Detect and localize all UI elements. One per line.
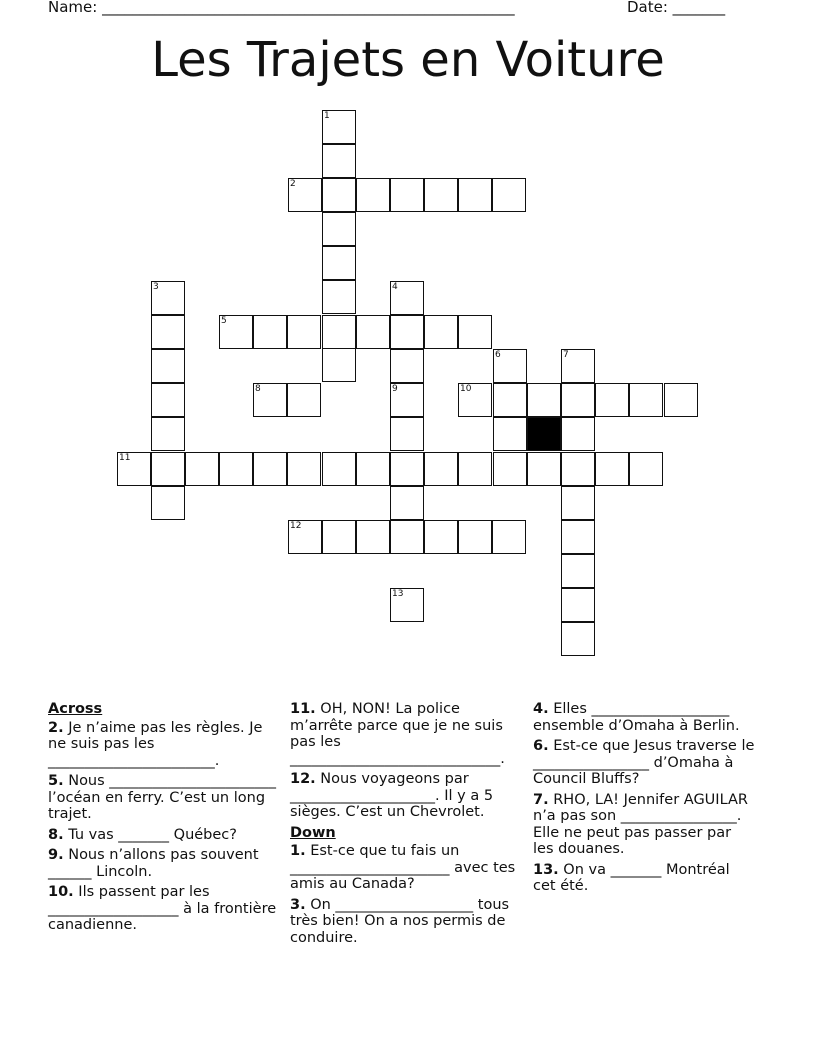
clue-text: Elles ___________________ ensemble d’Omaha à Berlin. <box>533 701 740 734</box>
clue-number-label: 8. <box>48 826 64 843</box>
clue-text: Est-ce que tu fais un ______________________ avec tes amis au Canada? <box>290 843 516 892</box>
grid-cell[interactable] <box>356 520 390 554</box>
clue-number: 2 <box>290 179 296 189</box>
grid-cell[interactable] <box>356 178 390 212</box>
grid-cell[interactable] <box>458 315 492 349</box>
clue-across-11 <box>290 701 522 767</box>
clue-number: 8 <box>255 384 261 394</box>
clue-text: Ils passent par les __________________ à la frontière canadienne. <box>48 884 277 933</box>
grid-cell[interactable] <box>287 383 321 417</box>
grid-cell[interactable] <box>492 178 526 212</box>
grid-cell[interactable] <box>390 520 424 554</box>
clue-number: 1 <box>324 111 330 121</box>
grid-cell[interactable] <box>322 315 356 349</box>
grid-cell[interactable] <box>595 452 629 486</box>
grid-cell[interactable] <box>288 520 322 554</box>
clue-number-label: 13. <box>533 861 559 878</box>
grid-cell[interactable] <box>151 349 185 383</box>
clue-number-label: 10. <box>48 884 74 900</box>
grid-cell[interactable] <box>151 486 185 520</box>
grid-cell[interactable] <box>390 588 424 622</box>
grid-cell[interactable] <box>458 520 492 554</box>
clue-text: Est-ce que Jesus traverse le ________________ d’Omaha à Council Bluffs? <box>533 738 755 787</box>
grid-cell[interactable] <box>493 452 527 486</box>
date-field[interactable]: Date: _______ <box>627 0 726 16</box>
grid-cell[interactable] <box>322 452 356 486</box>
grid-cell[interactable] <box>390 452 424 486</box>
grid-cell[interactable] <box>561 486 595 520</box>
clue-number-label: 2. <box>48 719 64 736</box>
grid-cell[interactable] <box>493 383 527 417</box>
grid-cell[interactable] <box>561 622 595 656</box>
grid-cell[interactable] <box>527 383 561 417</box>
grid-cell[interactable] <box>561 349 595 383</box>
grid-cell[interactable] <box>117 452 151 486</box>
grid-cell[interactable] <box>629 383 663 417</box>
clue-down-6 <box>533 738 755 788</box>
grid-cell[interactable] <box>287 315 321 349</box>
grid-cell[interactable] <box>322 246 356 280</box>
grid-cell[interactable] <box>390 178 424 212</box>
grid-cell[interactable] <box>151 281 185 315</box>
clue-text: OH, NON! La police m’arrête parce que je ne suis pas les _____________________________. <box>290 701 505 767</box>
grid-cell[interactable] <box>424 178 458 212</box>
grid-cell[interactable] <box>219 452 253 486</box>
clue-across-10 <box>48 884 284 934</box>
clues-column-3 <box>533 701 755 899</box>
grid-cell[interactable] <box>561 554 595 588</box>
grid-cell[interactable] <box>458 178 492 212</box>
grid-cell[interactable] <box>390 417 424 451</box>
clue-number: 3 <box>153 282 159 292</box>
name-field[interactable]: Name: _______________________________________________________ <box>48 0 515 16</box>
grid-cell[interactable] <box>390 281 424 315</box>
clue-number: 13 <box>392 589 404 599</box>
clue-number-label: 1. <box>290 843 306 859</box>
grid-cell[interactable] <box>527 452 561 486</box>
grid-cell[interactable] <box>253 452 287 486</box>
grid-cell[interactable] <box>185 452 219 486</box>
grid-cell[interactable] <box>219 315 253 349</box>
across-clues <box>48 701 284 938</box>
grid-cell[interactable] <box>424 520 458 554</box>
clue-down-4 <box>533 701 755 734</box>
page-title: Les Trajets en Voiture <box>151 32 665 88</box>
clue-down-7 <box>533 792 755 858</box>
grid-cell[interactable] <box>151 383 185 417</box>
clue-across-5 <box>48 773 284 823</box>
clue-across-2 <box>48 720 284 770</box>
clue-number: 6 <box>495 350 501 360</box>
clue-number: 9 <box>392 384 398 394</box>
clue-number: 10 <box>460 384 472 394</box>
grid-cell[interactable] <box>458 452 492 486</box>
clue-number-label: 4. <box>533 701 549 717</box>
clue-number: 4 <box>392 282 398 292</box>
grid-cell[interactable] <box>322 178 356 212</box>
grid-cell[interactable] <box>253 383 287 417</box>
clue-number: 7 <box>563 350 569 360</box>
grid-cell[interactable] <box>151 452 185 486</box>
grid-cell[interactable] <box>322 212 356 246</box>
clue-number: 11 <box>119 453 131 463</box>
grid-cell[interactable] <box>390 315 424 349</box>
clue-text: RHO, LA! Jennifer AGUILAR n’a pas son ________________. Elle ne peut pas passer par les douanes. <box>533 791 748 857</box>
grid-cell[interactable] <box>390 486 424 520</box>
grid-cell[interactable] <box>322 348 356 382</box>
clue-text: Nous n’allons pas souvent ______ Lincoln. <box>48 847 259 880</box>
clues-column-2 <box>290 701 522 950</box>
clue-number: 5 <box>221 316 227 326</box>
grid-cell[interactable] <box>356 315 390 349</box>
clue-number-label: 9. <box>48 847 64 863</box>
grid-cell[interactable] <box>561 417 595 451</box>
clue-text: Je n’aime pas les règles. Je ne suis pas les _______________________. <box>48 719 263 769</box>
clue-number-label: 3. <box>290 896 306 913</box>
grid-cell[interactable] <box>390 383 424 417</box>
grid-cell[interactable] <box>493 417 527 451</box>
clue-number-label: 7. <box>533 791 549 808</box>
grid-cell[interactable] <box>151 315 185 349</box>
clue-down-1 <box>290 843 522 893</box>
grid-cell[interactable] <box>493 349 527 383</box>
clue-number-label: 5. <box>48 773 64 789</box>
grid-cell[interactable] <box>595 383 629 417</box>
across-heading: Across <box>48 701 103 717</box>
grid-cell[interactable] <box>664 383 698 417</box>
clue-across-12 <box>290 771 522 821</box>
grid-cell[interactable] <box>322 110 356 144</box>
grid-cell[interactable] <box>629 452 663 486</box>
grid-cell[interactable] <box>561 520 595 554</box>
grid-cell[interactable] <box>253 315 287 349</box>
grid-cell[interactable] <box>288 178 322 212</box>
grid-cell[interactable] <box>424 452 458 486</box>
clue-number-label: 11. <box>290 701 316 717</box>
clue-text: Nous voyageons par ____________________. Il y a 5 sièges. C’est un Chevrolet. <box>290 771 494 820</box>
down-heading: Down <box>290 824 336 841</box>
clue-text: On va _______ Montréal cet été. <box>533 861 730 894</box>
clue-number: 12 <box>290 521 302 531</box>
grid-cell[interactable] <box>561 588 595 622</box>
grid-cell[interactable] <box>356 452 390 486</box>
clue-text: On ___________________ tous très bien! On a nos permis de conduire. <box>290 896 510 946</box>
clue-text: Nous _______________________ l’océan en ferry. C’est un long trajet. <box>48 773 277 822</box>
grid-cell[interactable] <box>458 383 492 417</box>
clue-down-3 <box>290 897 522 947</box>
grid-cell[interactable] <box>424 315 458 349</box>
clue-across-9 <box>48 847 284 880</box>
clue-number-label: 6. <box>533 738 549 754</box>
grid-cell[interactable] <box>322 520 356 554</box>
clue-text: Tu vas _______ Québec? <box>63 826 237 843</box>
clue-across-8 <box>48 827 284 844</box>
grid-cell[interactable] <box>322 144 356 178</box>
black-cell <box>527 417 561 451</box>
grid-cell[interactable] <box>151 417 185 451</box>
grid-cell[interactable] <box>561 452 595 486</box>
clue-down-13 <box>533 862 755 895</box>
grid-cell[interactable] <box>561 383 595 417</box>
grid-cell[interactable] <box>287 452 321 486</box>
grid-cell[interactable] <box>492 520 526 554</box>
grid-cell[interactable] <box>322 280 356 314</box>
clue-number-label: 12. <box>290 771 316 787</box>
grid-cell[interactable] <box>390 349 424 383</box>
